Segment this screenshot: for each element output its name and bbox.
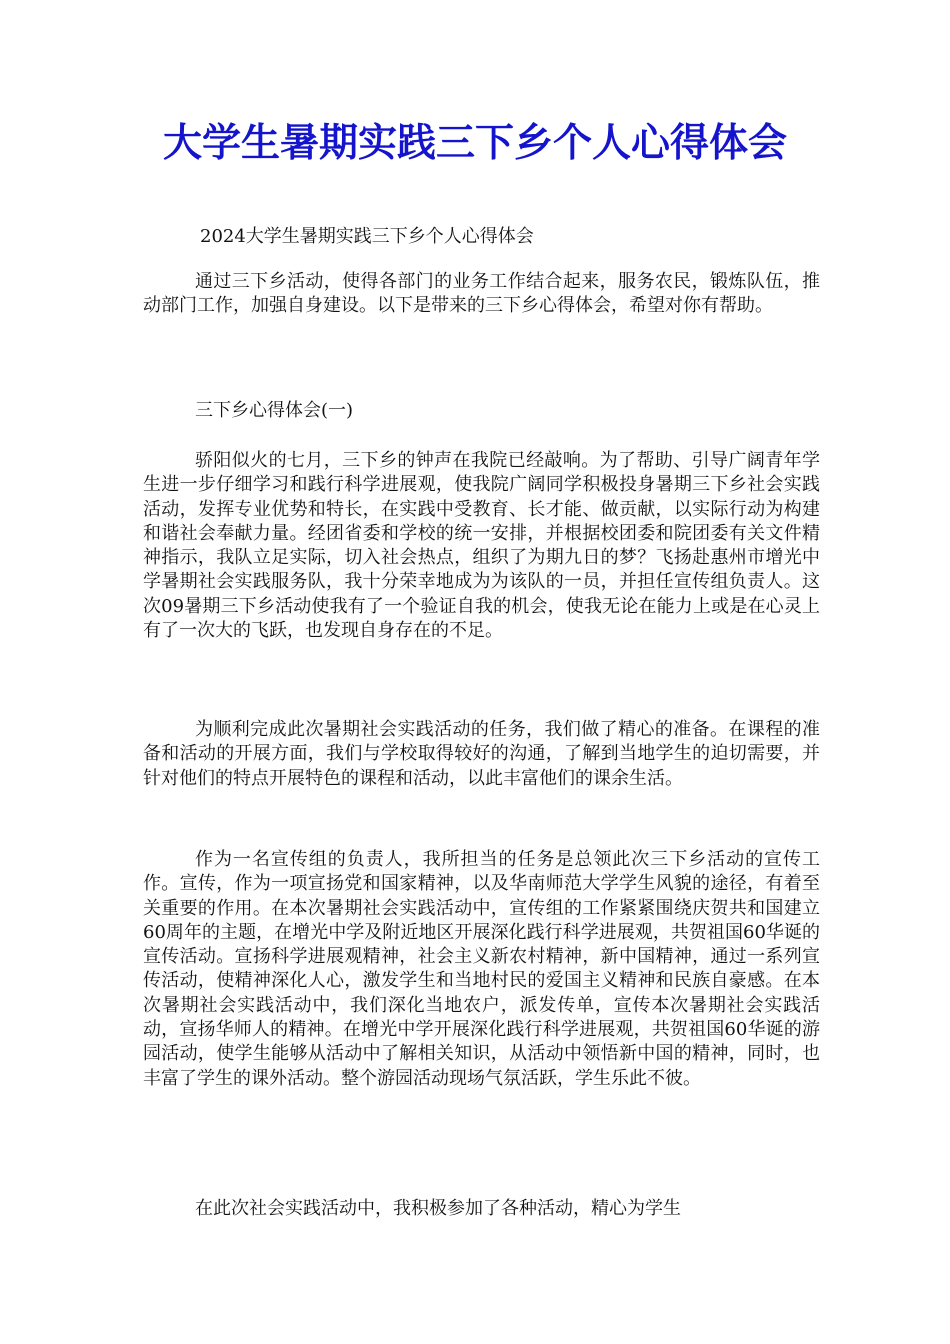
document-subtitle: 2024大学生暑期实践三下乡个人心得体会	[200, 226, 534, 247]
body-paragraph: 骄阳似火的七月，三下乡的钟声在我院已经敲响。为了帮助、引导广阔青年学生进一步仔细学习和践行科学进展观，使我院广阔同学积极投身暑期三下乡社会实践活动，发挥专业优势和特长，在实践中受教育、长才能、做贡献，以实际行动为构建和谐社会奉献力量。经团省委和学校的统一安排，并根据校团委和院团委有关文件精神指示，我队立足实际，切入社会热点，组织了为期九日的梦？飞扬赴惠州市增光中学暑期社会实践服务队，我十分荣幸地成为为该队的一员，并担任宣传组负责人。这次09暑期三下乡活动使我有了一个验证自我的机会，使我无论在能力上或是在心灵上有了一次大的飞跃，也发现自身存在的不足。	[143, 450, 820, 642]
section-heading: 三下乡心得体会(一)	[195, 400, 354, 421]
body-paragraph: 为顺利完成此次暑期社会实践活动的任务，我们做了精心的准备。在课程的准备和活动的开展方面，我们与学校取得较好的沟通，了解到当地学生的迫切需要，并针对他们的特点开展特色的课程和活动，以此丰富他们的课余生活。	[143, 719, 820, 789]
intro-paragraph: 通过三下乡活动，使得各部门的业务工作结合起来，服务农民，锻炼队伍，推动部门工作，加强自身建设。以下是带来的三下乡心得体会，希望对你有帮助。	[143, 271, 820, 317]
body-paragraph: 在此次社会实践活动中，我积极参加了各种活动，精心为学生	[195, 1198, 681, 1219]
body-paragraph: 作为一名宣传组的负责人，我所担当的任务是总领此次三下乡活动的宣传工作。宣传，作为一项宣扬党和国家精神，以及华南师范大学学生风貌的途径，有着至关重要的作用。在本次暑期社会实践活动中，宣传组的工作紧紧围绕庆贺共和国建立60周年的主题，在增光中学及附近地区开展深化践行科学进展观，共贺祖国60华诞的宣传活动。宣扬科学进展观精神，社会主义新农村精神，新中国精神，通过一系列宣传活动，使精神深化人心，激发学生和当地村民的爱国主义精神和民族自豪感。在本次暑期社会实践活动中，我们深化当地农户，派发传单，宣传本次暑期社会实践活动，宣扬华师人的精神。在增光中学开展深化践行科学进展观，共贺祖国60华诞的游园活动，使学生能够从活动中了解相关知识，从活动中领悟新中国的精神，同时，也丰富了学生的课外活动。整个游园活动现场气氛活跃，学生乐此不彼。	[143, 849, 820, 1089]
document-title: 大学生暑期实践三下乡个人心得体会	[162, 121, 787, 166]
